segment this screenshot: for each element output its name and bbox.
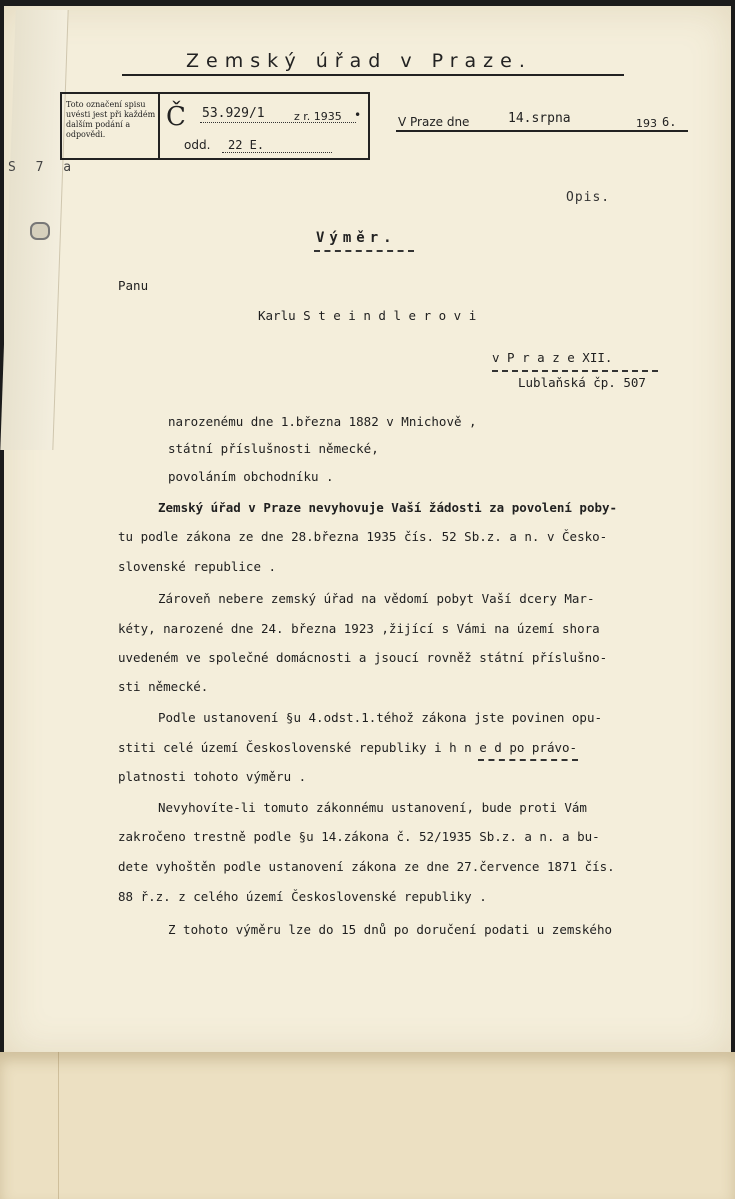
department-line <box>222 152 332 153</box>
department-label: odd. <box>184 138 211 152</box>
reference-letter: Č <box>166 102 186 132</box>
date-underline <box>396 130 688 132</box>
body-line: státní příslušnosti německé, <box>168 441 379 456</box>
salutation: Panu <box>118 278 149 293</box>
body-line: Podle ustanovení §u 4.odst.1.téhož zákona jste povinen opu- <box>158 710 603 725</box>
body-line: povoláním obchodníku . <box>168 469 334 484</box>
reference-number: 53.929/1 <box>202 106 265 121</box>
copy-mark: Opis. <box>566 190 611 205</box>
body-line: Z tohoto výměru lze do 15 dnů po doručení podati u zemského <box>168 922 613 937</box>
body-line: Zemský úřad v Praze nevyhovuje Vaší žádosti za povolení poby- <box>158 500 618 515</box>
reference-year: z r. 1935 <box>294 110 342 123</box>
city-underline <box>492 370 658 372</box>
body-line: dete vyhoštěn podle ustanovení zákona ze dne 27.července 1871 čís. <box>118 859 615 874</box>
title-underline <box>122 74 624 76</box>
heading-underline <box>314 250 414 252</box>
date-label: V Praze dne <box>398 115 470 129</box>
date-value: 14.srpna <box>508 111 571 126</box>
reference-separator <box>158 94 160 158</box>
body-line: stiti celé území Československé republiky i h n e d po právo- <box>118 740 578 755</box>
reference-dot: • <box>354 108 362 122</box>
body-line: sti německé. <box>118 679 209 694</box>
reference-note: Toto označení spisu uvésti jest při každém dalším podání a odpovědi. <box>66 100 156 139</box>
office-title: Zemský úřad v Praze. <box>186 50 532 72</box>
body-line: kéty, narozené dne 24. března 1923 ,žijící s Vámi na území shora <box>118 621 600 636</box>
ihned-underline <box>478 759 578 761</box>
recipient-city: v P r a z e XII. <box>492 350 613 365</box>
body-line: zakročeno trestně podle §u 14.zákona č. 52/1935 Sb.z. a n. a bu- <box>118 829 600 844</box>
body-line: narozenému dne 1.března 1882 v Mnichově , <box>168 414 477 429</box>
department-value: 22 E. <box>228 138 265 152</box>
body-line: tu podle zákona ze dne 28.března 1935 čís. 52 Sb.z. a n. v Česko- <box>118 529 608 544</box>
recipient-name: Karlu S t e i n d l e r o v i <box>258 308 477 323</box>
body-line: platnosti tohoto výměru . <box>118 769 307 784</box>
document-heading: Výměr. <box>316 230 397 246</box>
recipient-street: Lublaňská čp. 507 <box>518 375 646 390</box>
body-line: Zároveň nebere zemský úřad na vědomí pobyt Vaší dcery Mar- <box>158 591 595 606</box>
year-label: 193 <box>636 117 657 130</box>
reference-box <box>60 92 370 160</box>
year-value: 6. <box>662 115 677 129</box>
body-line: Nevyhovíte-li tomuto zákonnému ustanovení, bude proti Vám <box>158 800 587 815</box>
body-line: slovenské republice . <box>118 559 277 574</box>
binding-margin-text: S 7 a <box>8 160 78 175</box>
body-line: 88 ř.z. z celého území Československé republiky . <box>118 889 487 904</box>
body-line: uvedeném ve společné domácnosti a jsoucí rovněž státní příslušno- <box>118 650 608 665</box>
